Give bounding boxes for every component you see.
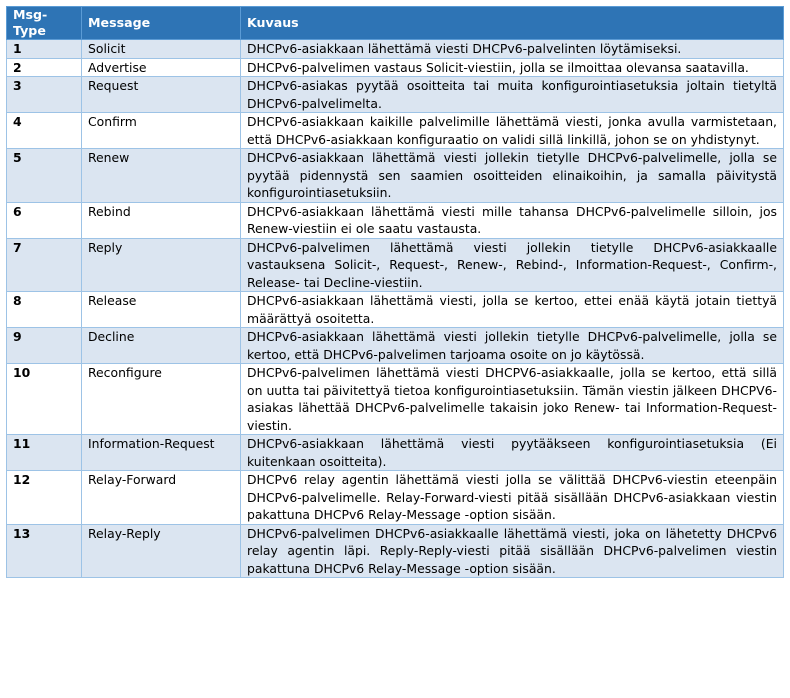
message-name-cell: Confirm xyxy=(82,113,241,149)
message-name-cell: Rebind xyxy=(82,202,241,238)
description-cell: DHCPv6-asiakkaan lähettämä viesti mille tahansa DHCPv6-palvelimelle silloin, jos Renew-viestiin ei ole saatu vastausta. xyxy=(241,202,784,238)
description-cell: DHCPv6-asiakkaan lähettämä viesti pyytääkseen konfigurointiasetuksia (Ei kuitenkaan osoitteita). xyxy=(241,435,784,471)
message-name-cell: Advertise xyxy=(82,58,241,77)
msg-type-cell: 11 xyxy=(7,435,82,471)
message-name-cell: Reconfigure xyxy=(82,364,241,435)
dhcpv6-message-table xyxy=(6,6,784,578)
description-cell: DHCPv6-asiakkaan lähettämä viesti, jolla se kertoo, ettei enää käytä jotain tiettyä määrättyä osoitetta. xyxy=(241,292,784,328)
table-row xyxy=(7,435,784,471)
msg-type-cell: 13 xyxy=(7,524,82,578)
msg-type-cell: 2 xyxy=(7,58,82,77)
message-name-cell: Information-Request xyxy=(82,435,241,471)
description-cell: DHCPv6-palvelimen vastaus Solicit-viestiin, jolla se ilmoittaa olevansa saatavilla. xyxy=(241,58,784,77)
table-row xyxy=(7,113,784,149)
msg-type-cell: 1 xyxy=(7,40,82,59)
message-name-cell: Decline xyxy=(82,328,241,364)
description-cell: DHCPv6-palvelimen lähettämä viesti DHCPV6-asiakkaalle, jolla se kertoo, että sillä on uutta tai päivitettyä tietoa konfigurointiasetuksiin. Tämän viestin jälkeen DHCPV6-asiakas lähettää DHCPv6-palvelimelle takaisin joko Renew- tai Information-Request-viestin. xyxy=(241,364,784,435)
table-row xyxy=(7,524,784,578)
msg-type-cell: 7 xyxy=(7,238,82,292)
message-name-cell: Request xyxy=(82,77,241,113)
table-row xyxy=(7,328,784,364)
table-row xyxy=(7,77,784,113)
msg-type-cell: 4 xyxy=(7,113,82,149)
message-name-cell: Solicit xyxy=(82,40,241,59)
message-name-cell: Relay-Forward xyxy=(82,471,241,525)
description-cell: DHCPv6-asiakkaan lähettämä viesti jollekin tietylle DHCPv6-palvelimelle, jolla se pyytää pidennystä sen saamien osoitteiden elinaikoihin, ja samalla päivitystä konfigurointiasetuksiin. xyxy=(241,149,784,203)
table-row xyxy=(7,238,784,292)
message-name-cell: Release xyxy=(82,292,241,328)
msg-type-cell: 10 xyxy=(7,364,82,435)
header-row xyxy=(7,7,784,40)
msg-type-cell: 9 xyxy=(7,328,82,364)
table-row xyxy=(7,292,784,328)
header-msg-type: Msg-Type xyxy=(7,7,82,40)
message-name-cell: Reply xyxy=(82,238,241,292)
table-body xyxy=(7,40,784,578)
description-cell: DHCPv6-asiakkaan kaikille palvelimille lähettämä viesti, jonka avulla varmistetaan, että DHCPv6-asiakkaan konfiguraatio on validi sillä linkillä, johon se on yhdistynyt. xyxy=(241,113,784,149)
description-cell: DHCPv6-asiakkaan lähettämä viesti DHCPv6-palvelinten löytämiseksi. xyxy=(241,40,784,59)
description-cell: DHCPv6-asiakkaan lähettämä viesti jollekin tietylle DHCPv6-palvelimelle, jolla se kertoo, että DHCPv6-palvelimen tarjoama osoite on jo käytössä. xyxy=(241,328,784,364)
description-cell: DHCPv6 relay agentin lähettämä viesti jolla se välittää DHCPv6-viestin eteenpäin DHCPv6-palvelimelle. Relay-Forward-viesti pitää sisällään DHCPv6-asiakkaan viestin pakattuna DHCPv6 Relay-Message -option sisään. xyxy=(241,471,784,525)
msg-type-cell: 12 xyxy=(7,471,82,525)
table-row xyxy=(7,58,784,77)
table-row xyxy=(7,364,784,435)
table-row xyxy=(7,471,784,525)
description-cell: DHCPv6-palvelimen DHCPv6-asiakkaalle lähettämä viesti, joka on lähetetty DHCPv6 relay agentin läpi. Reply-Reply-viesti pitää sisällään DHCPv6-palvelimen viestin pakattuna DHCPv6 Relay-Message -option sisään. xyxy=(241,524,784,578)
msg-type-cell: 5 xyxy=(7,149,82,203)
table-row xyxy=(7,149,784,203)
description-cell: DHCPv6-palvelimen lähettämä viesti jollekin tietylle DHCPv6-asiakkaalle vastauksena Solicit-, Request-, Renew-, Rebind-, Information-Request-, Confirm-, Release- tai Decline-viestiin. xyxy=(241,238,784,292)
header-description: Kuvaus xyxy=(241,7,784,40)
header-message: Message xyxy=(82,7,241,40)
msg-type-cell: 6 xyxy=(7,202,82,238)
table-row xyxy=(7,202,784,238)
message-name-cell: Renew xyxy=(82,149,241,203)
table-row xyxy=(7,40,784,59)
message-name-cell: Relay-Reply xyxy=(82,524,241,578)
msg-type-cell: 3 xyxy=(7,77,82,113)
description-cell: DHCPv6-asiakas pyytää osoitteita tai muita konfigurointiasetuksia joltain tietyltä DHCPv6-palvelimelta. xyxy=(241,77,784,113)
msg-type-cell: 8 xyxy=(7,292,82,328)
